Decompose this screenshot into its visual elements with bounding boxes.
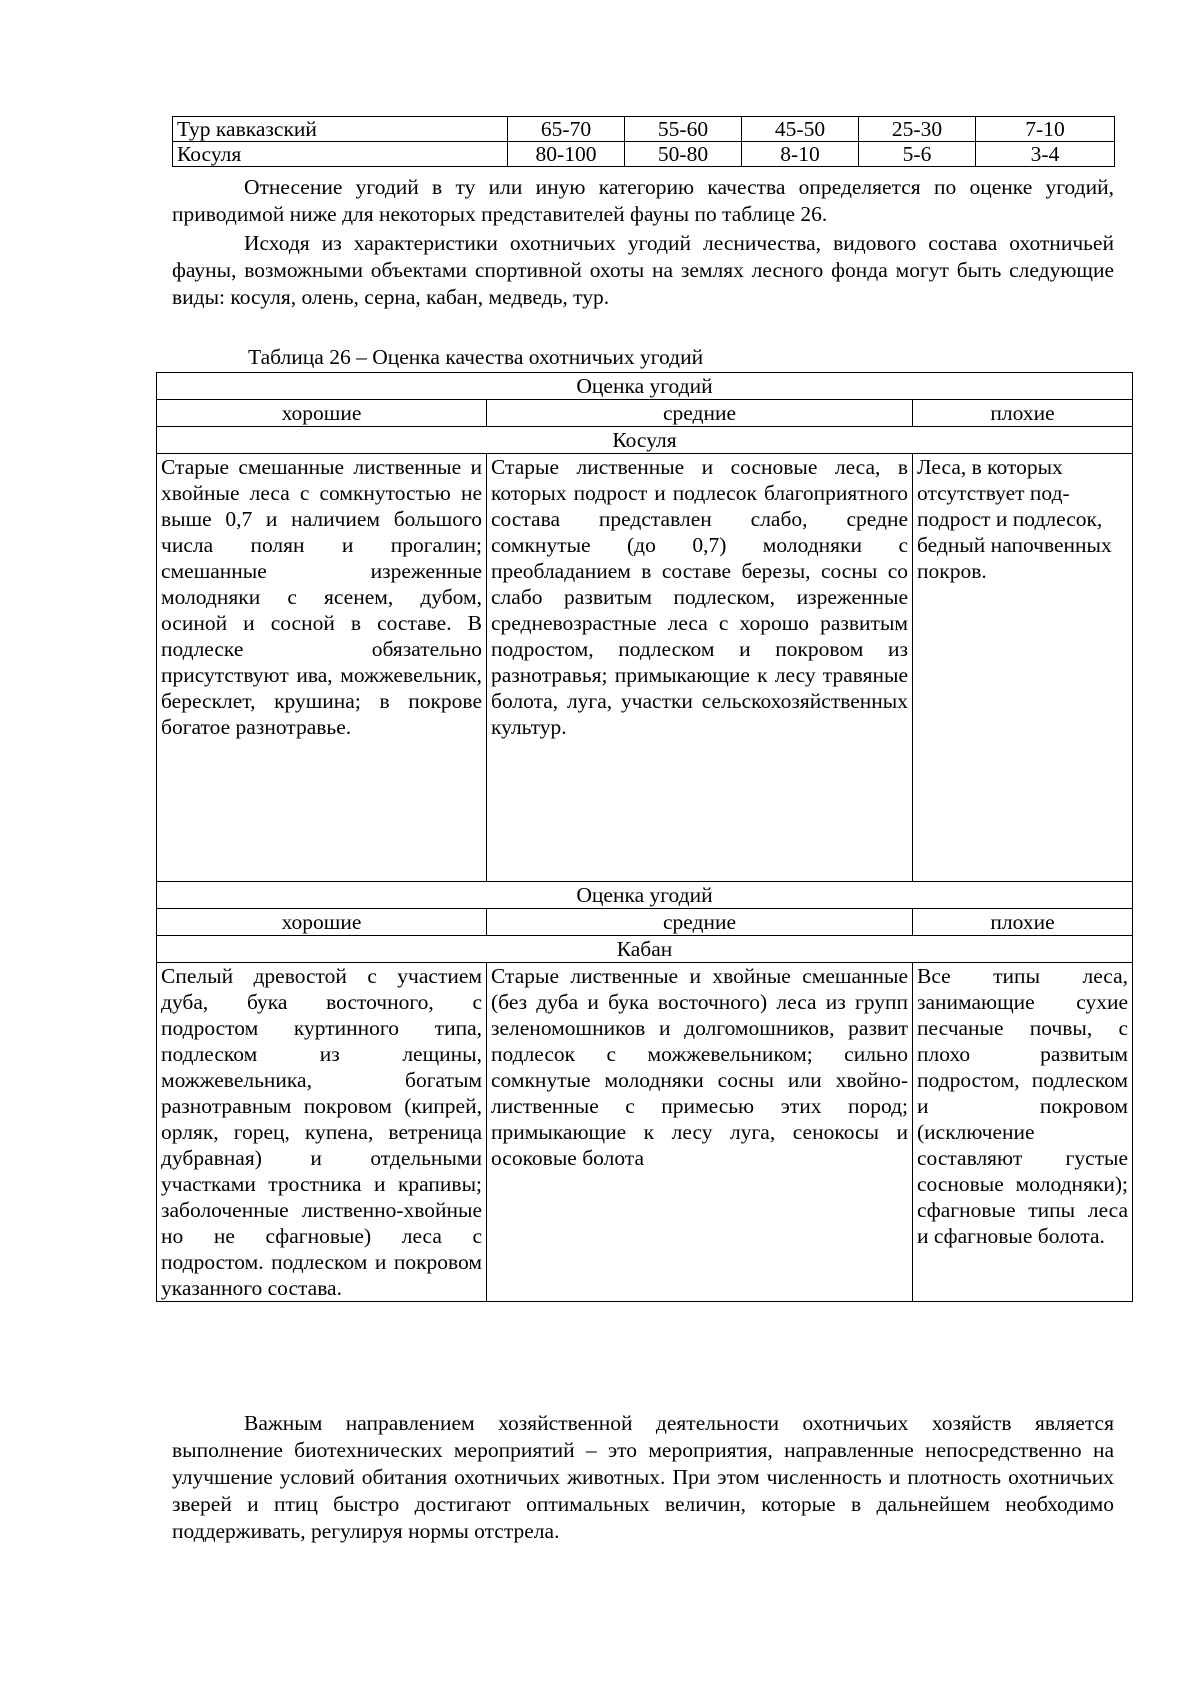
good-description: Старые смешанные лиственные и хвойные леса с сомкнутостью не выше 0,7 и наличием большого числа полян и прогалин; смешанные изреженные молодняки с ясенем, дубом, осиной и сосной в составе. В подлеске обязательно присутствуют ива, можжевельник, бересклет, крушина; в покрове богатое разнотравье.: [157, 454, 487, 882]
column-good: хорошие: [157, 909, 487, 936]
species-name: Тур кавказский: [173, 117, 508, 142]
medium-description: Старые лиственные и сосновые леса, в которых подрост и подлесок благоприятного состава представлен слабо, средне сомкнутые (до 0,7) молодняки с преобладанием в составе березы, сосны со слабо развитым подлеском, изреженные средневозрастные леса с хорошо развитым подростом, подлеском и покровом из разнотравья; примыкающие к лесу травяные болота, луга, участки сельскохозяйственных культур.: [487, 454, 913, 882]
column-bad: плохие: [913, 909, 1133, 936]
column-good: хорошие: [157, 400, 487, 427]
species-header: Косуля: [157, 427, 1133, 454]
density-value: 65-70: [508, 117, 625, 142]
table-row: [173, 117, 1115, 142]
medium-description: Старые лиственные и хвойные смешанные (без дуба и бука восточного) леса из групп зеленомошников и долгомошников, развит подлесок с можжевельником; сильно сомкнутые молодняки сосны или хвойно-лиственные с примесью этих пород; примыкающие к лесу луга, сенокосы и осоковые болота: [487, 963, 913, 1302]
column-bad: плохие: [913, 400, 1133, 427]
density-value: 45-50: [742, 117, 859, 142]
density-value: 50-80: [625, 142, 742, 167]
paragraph-category: Отнесение угодий в ту или иную категорию качества определяется по оценке угодий, приводимой ниже для некоторых представителей фауны по таблице 26.: [172, 175, 1114, 226]
density-value: 8-10: [742, 142, 859, 167]
table-row: [173, 142, 1115, 167]
table-row: [157, 963, 1133, 1302]
bad-description: Все типы леса, занимающие сухие песчаные почвы, с плохо развитым подростом, подлеском и покровом (исключение составляют густые сосновые молодняки); сфагновые типы леса и сфагновые болота.: [913, 963, 1133, 1302]
density-table: [172, 116, 1115, 167]
density-value: 5-6: [859, 142, 976, 167]
density-value: 3-4: [976, 142, 1115, 167]
column-medium: средние: [487, 909, 913, 936]
table-row: [157, 400, 1133, 427]
table-row: [157, 454, 1133, 882]
good-description: Спелый древостой с участием дуба, бука восточного, с подростом куртинного типа, подлеском из лещины, можжевельника, богатым разнотравным покровом (кипрей, орляк, горец, купена, ветреница дубравная) и отдельными участками тростника и крапивы; заболоченные лиственно-хвойные но не сфагновые) леса с подростом. подлеском и покровом указанного состава.: [157, 963, 487, 1302]
table-caption: Таблица 26 – Оценка качества охотничьих угодий: [248, 345, 704, 369]
assessment-header: Оценка угодий: [157, 882, 1133, 909]
density-value: 25-30: [859, 117, 976, 142]
density-value: 80-100: [508, 142, 625, 167]
assessment-header: Оценка угодий: [157, 373, 1133, 400]
species-header: Кабан: [157, 936, 1133, 963]
species-name: Косуля: [173, 142, 508, 167]
density-value: 7-10: [976, 117, 1115, 142]
density-value: 55-60: [625, 117, 742, 142]
table-row: [157, 373, 1133, 400]
paragraph-species: Исходя из характеристики охотничьих угодий лесничества, видового состава охотничьей фауны, возможными объектами спортивной охоты на землях лесного фонда могут быть следующие виды: косуля, олень, серна, кабан, медведь, тур.: [172, 231, 1114, 309]
quality-table: [156, 372, 1133, 1302]
paragraph-biotechnical: Важным направлением хозяйственной деятельности охотничьих хозяйств является выполнение биотехнических мероприятий – это мероприятия, направленные непосредственно на улучшение условий обитания охотничьих животных. При этом численность и плотность охотничьих зверей и птиц быстро достигают оптимальных величин, которые в дальнейшем необходимо поддерживать, регулируя нормы отстрела.: [172, 1411, 1114, 1543]
column-medium: средние: [487, 400, 913, 427]
table-row: [157, 882, 1133, 909]
table-row: [157, 427, 1133, 454]
table-row: [157, 909, 1133, 936]
table-row: [157, 936, 1133, 963]
bad-description: Леса, в которых отсутствует под-подрост и подлесок, бедный напочвенных покров.: [913, 454, 1133, 882]
